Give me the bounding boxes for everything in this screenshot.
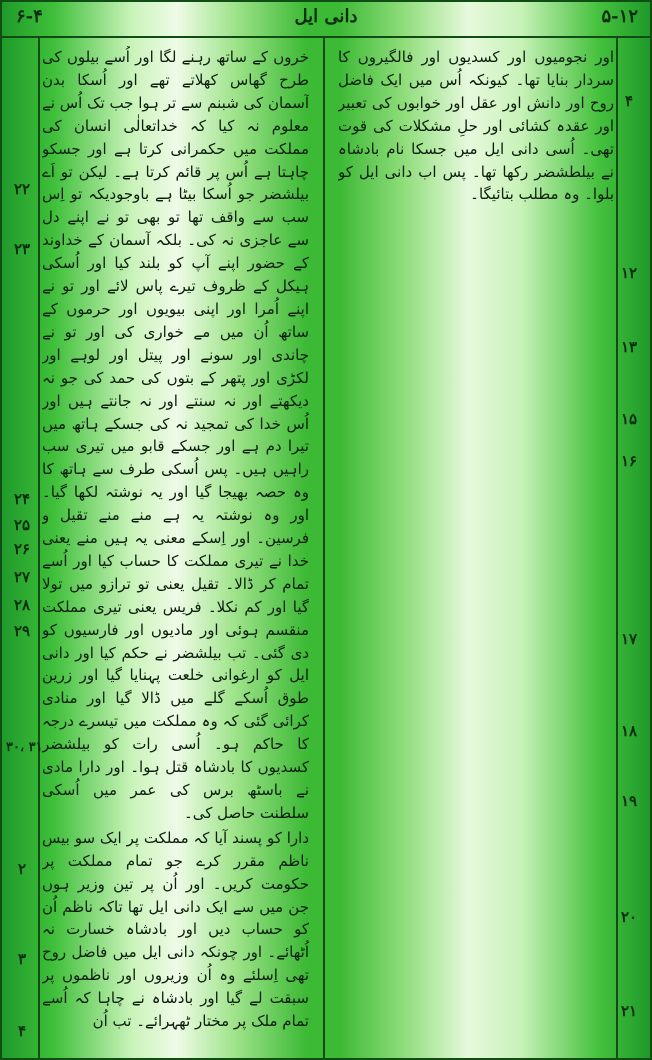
paragraph: دارا کو پسند آیا کہ مملکت پر ایک سو بیس ناظم مقرر کرے جو تمام مملکت پر حکومت کریں۔ اور اُن پر تین وزیر ہوں جن میں سے ایک دانی ایل تھا تاکہ ناظم اُن کو حساب دیں اور بادشاہ خسارت نہ اُٹھائے۔ اور چونکہ دانی ایل میں فاضل روح تھی اِسلئے وہ اُن وزیروں اور ناظموں پر سبقت لے گیا اور بادشاہ نے چاہا کہ اُسے تمام ملک پر مختار ٹھہرائے۔ تب اُن	[42, 828, 309, 1031]
verse-number: ۲	[17, 860, 27, 878]
verse-number: ۴	[17, 1022, 27, 1040]
verse-number: ۲۹	[13, 622, 31, 640]
left-text-column	[42, 46, 309, 1056]
verse-number: ۱۲	[620, 264, 638, 282]
verse-number: ۲۵	[13, 516, 31, 534]
verse-number: ۲۳	[13, 240, 31, 258]
verse-number: ۴	[624, 92, 634, 110]
center-column-rule	[323, 38, 325, 1058]
verse-number: ۲۸	[13, 596, 31, 614]
verse-number: ۲۷	[13, 568, 31, 586]
right-text-column	[338, 46, 614, 1056]
verse-number: ۱۹	[620, 792, 638, 810]
verse-number: ۲۰	[620, 908, 638, 926]
verse-number: ۲۶	[13, 540, 31, 558]
verse-number: ۳	[17, 950, 27, 968]
verse-number: ۱۷	[620, 630, 638, 648]
chapter-verse-range-left: ۶-۴	[16, 6, 43, 27]
verse-number: ۱۵	[620, 410, 638, 428]
verse-number: ۲۴	[13, 490, 31, 508]
verse-number: ۲۱	[620, 1002, 638, 1020]
verse-number: ۱۶	[620, 452, 638, 470]
chapter-verse-range-right: ۵-۱۲	[601, 6, 638, 27]
paragraph: خروں کے ساتھ رہنے لگا اور اُسے بیلوں کی طرح گھاس کھلاتے تھے اور اُسکا بدن آسمان کی شبنم سے تر ہوا جب تک اُس نے معلوم نہ کیا کہ خداتعالٰی انسان کی مملکت میں حکمرانی کرتا ہے اور جسکو چاہتا ہے اُس پر قائم کرتا ہے۔ لیکن تو اَے بیلشضر جو اُسکا بیٹا ہے باوجودیکہ تو اِس سب سے واقف تھا تو بھی تو نے اپنے دل سے عاجزی نہ کی۔ بلکہ آسمان کے خداوند کے حضور اپنے آپ کو بلند کیا اور اُسکی ہیکل کے ظروف تیرے پاس لائے اور تو نے اپنے اُمرا اور اپنی بیویوں اور حرموں کے ساتھ اُن میں مے خواری کی اور تو نے چاندی اور سونے اور پیتل اور لوہے اور لکڑی اور پتھر کے بتوں کی حمد کی جو نہ دیکھتے اور نہ سنتے اور نہ جانتے ہیں اور اُس خدا کی تمجید نہ کی جسکے ہاتھ میں تیرا دم ہے اور جسکے قابو میں تیری سب راہیں ہیں۔ پس اُسکی طرف سے ہاتھ کا وہ حصہ بھیجا گیا اور یہ نوشتہ لکھا گیا۔ اور وہ نوشتہ یہ ہے منے منے تقیل و فرسین۔ اور اِسکے معنی یہ ہیں منے یعنی خدا نے تیری مملکت کا حساب کیا اور اُسے تمام کر ڈالا۔ تقیل یعنی تو ترازو میں تولا گیا اور کم نکلا۔ فریس یعنی تیری مملکت منقسم ہوئی اور مادیوں اور فارسیوں کو دی گئی۔ تب بیلشضر نے حکم کیا اور دانی ایل کو ارغوانی خلعت پہنایا گیا اور زرین طوق اُسکے گلے میں ڈالا گیا اور منادی کرائی گئی کہ وہ مملکت میں تیسرے درجہ کا حاکم ہو۔ اُسی رات کو بیلشضر کسدیوں کا بادشاہ قتل ہوا۔ اور دارا مادی نے باسٹھ برس کی عمر میں اُسکی سلطنت حاصل کی۔	[42, 48, 309, 822]
page-header	[2, 2, 650, 38]
paragraph: اور نجومیوں اور کسدیوں اور فالگیروں کا سردار بنایا تھا۔ کیونکہ اُس میں ایک فاضل روح اور دانش اور عقل اور خوابوں کی تعبیر اور عقدہ کشائی اور حلِ مشکلات کی قوت تھی۔ اُسی دانی ایل میں جسکا نام بادشاہ نے بیلطشضر رکھا تھا۔ پس اب دانی ایل کو بلوا۔ وہ مطلب بتائیگا۔	[338, 48, 614, 204]
verse-number: ۳۰، ۳۱	[6, 740, 43, 755]
book-title: دانی ایل	[294, 6, 358, 27]
right-margin-rule	[616, 38, 618, 1058]
verse-number: ۱۸	[620, 722, 638, 740]
verse-number: ۱۳	[620, 338, 638, 356]
verse-number: ۲۲	[13, 180, 31, 198]
left-margin-rule	[38, 38, 40, 1058]
